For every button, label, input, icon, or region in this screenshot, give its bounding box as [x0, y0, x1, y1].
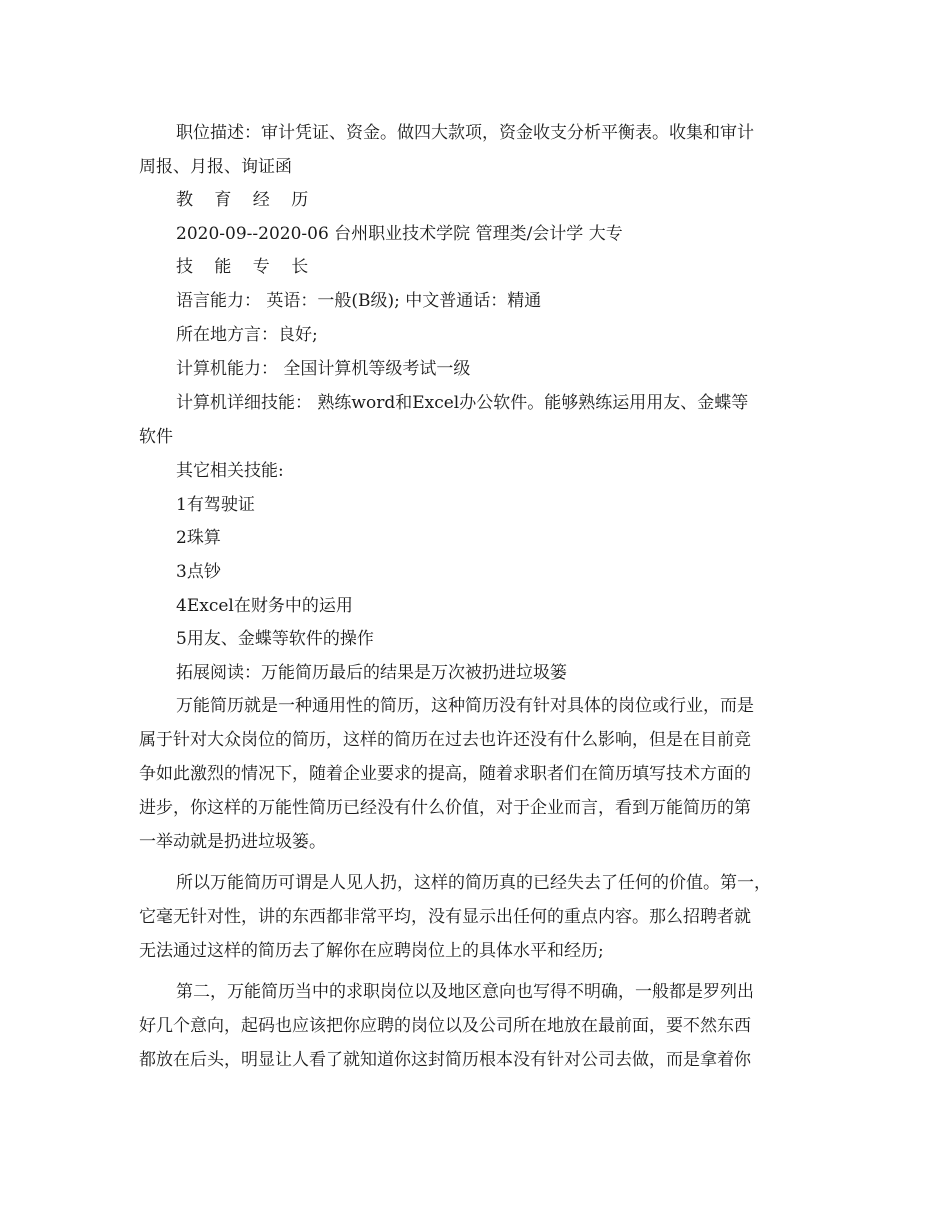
paragraph-1-line-4: 进步，你这样的万能性简历已经没有什么价值，对于企业而言，看到万能简历的第 [139, 798, 751, 818]
other-skill-item: 1有驾驶证 [176, 495, 255, 515]
skills-heading: 技 能 专 长 [176, 257, 317, 277]
education-entry: 2020-09--2020-06 台州职业技术学院 管理类/会计学 大专 [176, 224, 623, 244]
computer-detail-line-1: 计算机详细技能： 熟练word和Excel办公软件。能够熟练运用用友、金蝶等 [176, 393, 749, 413]
paragraph-3-line-3: 都放在后头，明显让人看了就知道你这封简历根本没有针对公司去做，而是拿着你 [139, 1050, 751, 1070]
paragraph-3-line-2: 好几个意向，起码也应该把你应聘的岗位以及公司所在地放在最前面，要不然东西 [139, 1016, 751, 1036]
language-skill-line: 语言能力： 英语：一般(B级); 中文普通话：精通 [176, 291, 542, 311]
job-description-line-1: 职位描述：审计凭证、资金。做四大款项，资金收支分析平衡表。收集和审计 [176, 123, 754, 143]
paragraph-1-line-1: 万能简历就是一种通用性的简历，这种简历没有针对具体的岗位或行业，而是 [176, 696, 754, 716]
dialect-line: 所在地方言：良好; [176, 325, 318, 345]
education-heading: 教 育 经 历 [176, 190, 317, 210]
other-skill-item: 4Excel在财务中的运用 [176, 596, 353, 616]
paragraph-1-line-5: 一举动就是扔进垃圾篓。 [139, 832, 326, 852]
paragraph-2-line-3: 无法通过这样的简历去了解你在应聘岗位上的具体水平和经历; [139, 941, 604, 961]
other-skill-item: 2珠算 [176, 528, 221, 548]
extended-reading-title: 拓展阅读：万能简历最后的结果是万次被扔进垃圾篓 [176, 663, 567, 683]
other-skills-heading: 其它相关技能: [176, 461, 284, 481]
other-skill-item: 5用友、金蝶等软件的操作 [176, 629, 374, 649]
paragraph-1-line-3: 争如此激烈的情况下，随着企业要求的提高，随着求职者们在简历填写技术方面的 [139, 764, 751, 784]
paragraph-2-line-2: 它毫无针对性，讲的东西都非常平均，没有显示出任何的重点内容。那么招聘者就 [139, 907, 751, 927]
computer-detail-line-2: 软件 [139, 427, 173, 447]
paragraph-2-line-1: 所以万能简历可谓是人见人扔，这样的简历真的已经失去了任何的价值。第一， [176, 873, 771, 893]
computer-skill-line: 计算机能力： 全国计算机等级考试一级 [176, 359, 471, 379]
paragraph-3-line-1: 第二，万能简历当中的求职岗位以及地区意向也写得不明确，一般都是罗列出 [176, 982, 754, 1002]
other-skill-item: 3点钞 [176, 562, 221, 582]
paragraph-1-line-2: 属于针对大众岗位的简历，这样的简历在过去也许还没有什么影响，但是在目前竞 [139, 730, 751, 750]
job-description-line-2: 周报、月报、询证函 [139, 157, 292, 177]
